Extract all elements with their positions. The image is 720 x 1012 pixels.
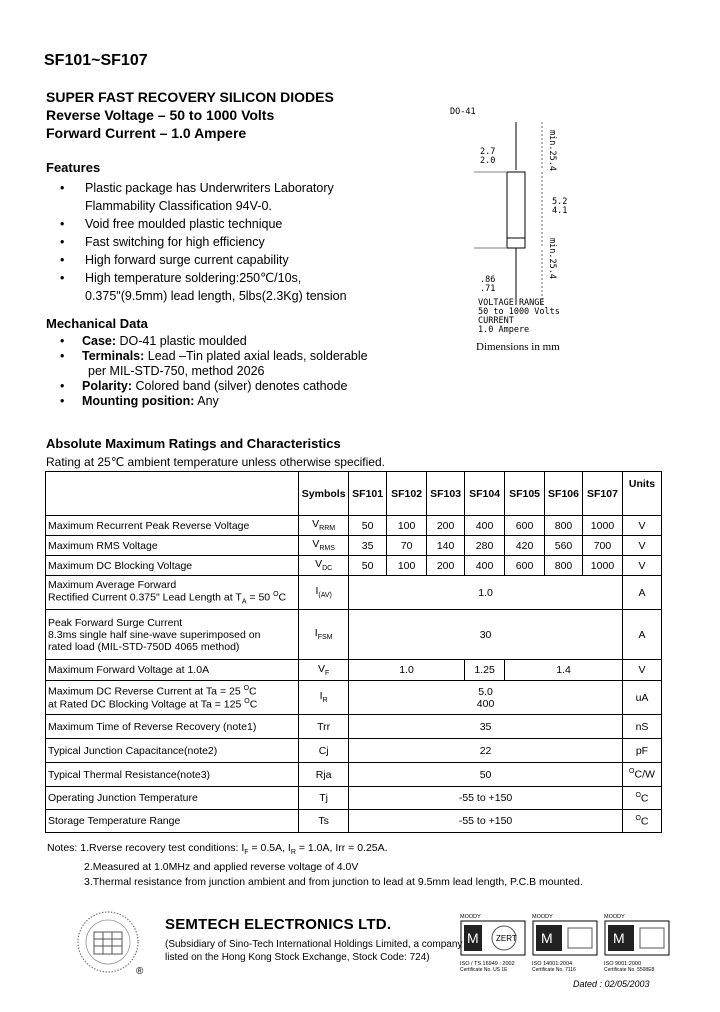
- units-note: Dimensions in mm: [476, 341, 560, 353]
- headline-voltage: Reverse Voltage – 50 to 1000 Volts: [46, 107, 275, 123]
- header-part: SF101: [349, 472, 387, 516]
- header-param: [46, 472, 299, 516]
- note-2: 2.Measured at 1.0MHz and applied reverse voltage of 4.0V: [84, 861, 359, 874]
- header-part: SF106: [545, 472, 583, 516]
- cert-badge-icon: [532, 920, 598, 956]
- table-row: Maximum Average Forward Rectified Current 0.375" Lead Length at $T_A = 50$ $^O$C $I_{(AV)}$ 1.0 A: [46, 576, 662, 610]
- mechanical-title: Mechanical Data: [46, 316, 148, 331]
- company-name: SEMTECH ELECTRONICS LTD.: [165, 916, 392, 933]
- doc-title: SF101~SF107: [44, 52, 148, 69]
- dia-max: 2.7: [480, 147, 496, 157]
- voltage-range-value: 50 to 1000 Volts: [478, 307, 560, 317]
- svg-text:M: M: [541, 930, 553, 946]
- list-item: • Fast switching for high efficiency: [60, 235, 265, 249]
- table-row: Storage Temperature Range Ts -55 to +150 $^O$C: [46, 810, 662, 833]
- table-row: Maximum Recurrent Peak Reverse Voltage $V_{RRM}$ 50 100 200 400 600 800 1000 V: [46, 516, 662, 536]
- mechanical-list: [60, 334, 368, 409]
- body-min: 4.1: [552, 206, 568, 216]
- svg-text:M: M: [613, 930, 625, 946]
- company-logo-icon: [74, 908, 154, 980]
- cert-iso-14001: MOODY M ISO 14001:2004 Certificate No. 7116: [532, 914, 598, 973]
- features-list: [60, 179, 347, 305]
- header-part: SF102: [387, 472, 427, 516]
- list-item: • Case: DO-41 plastic moulded: [60, 334, 247, 348]
- ratings-subtitle: Rating at 25℃ ambient temperature unless otherwise specified.: [46, 455, 385, 469]
- list-item: • Mounting position: Any: [60, 394, 219, 408]
- package-drawing: [450, 100, 630, 360]
- cathode-band: [507, 238, 525, 248]
- features-title: Features: [46, 160, 101, 175]
- table-row: Maximum DC Blocking Voltage $V_{DC}$ 50 100 200 400 600 800 1000 V: [46, 556, 662, 576]
- note-1: Notes: 1.Rverse recovery test conditions: $I_F = 0.5A$, $I_R = 1.0A$, Irr = 0.25A.: [47, 842, 388, 857]
- package-label: DO-41: [450, 107, 476, 117]
- note-3: 3.Thermal resistance from junction ambient and from junction to lead at 9.5mm lead length, P.C.B mounted.: [84, 876, 583, 889]
- body-max: 5.2: [552, 197, 568, 207]
- table-row: Maximum RMS Voltage $V_{RMS}$ 35 70 140 280 420 560 700 V: [46, 536, 662, 556]
- headline-current: Forward Current – 1.0 Ampere: [46, 125, 247, 141]
- header-units: Units: [622, 472, 661, 516]
- header-symbols: Symbols: [299, 472, 349, 516]
- table-row: Typical Thermal Resistance(note3) Rja 50 $^O$C/W: [46, 763, 662, 787]
- wire-min: .71: [480, 284, 496, 294]
- table-row: Maximum DC Reverse Current at Ta = 25 $^O$C at Rated DC Blocking Voltage at Ta = 125 $^O$C $I_R$ 5.0 400 uA: [46, 681, 662, 715]
- list-item: • Void free moulded plastic technique: [60, 217, 283, 231]
- notes: [47, 841, 583, 890]
- header-part: SF104: [465, 472, 505, 516]
- list-item-continued: 0.375"(9.5mm) lead length, 5lbs(2.3Kg) tension: [85, 289, 347, 303]
- wire-max: .86: [480, 275, 496, 285]
- current-label: CURRENT: [478, 316, 514, 326]
- table-row: Peak Forward Surge Current 8.3ms single half sine-wave superimposed on rated load (MIL-STD-750D 4065 method) $I_{FSM}$ 30 A: [46, 610, 662, 660]
- cert-iso-9001: MOODY M ISO 9001:2000 Certificate No. 5508E8: [604, 914, 670, 973]
- diode-body: [507, 172, 525, 248]
- list-item: • Terminals: Lead –Tin plated axial leads, solderable: [60, 349, 368, 363]
- company-subsidiary: (Subsidiary of Sino-Tech International Holdings Limited, a company listed on the Hong Kong Stock Exchange, Stock Code: 724): [165, 939, 463, 963]
- registered-mark: ®: [136, 966, 144, 977]
- lead-bottom-dim: min.25.4: [547, 238, 557, 279]
- cert-iso-ts: MOODY M ZERT ISO / TS 16949 : 2002 Certificate No. US 1E: [460, 914, 526, 973]
- header-part: SF107: [583, 472, 623, 516]
- svg-text:ZERT: ZERT: [496, 934, 517, 943]
- table-row: Maximum Time of Reverse Recovery (note1) Trr 35 nS: [46, 715, 662, 739]
- dated: Dated : 02/05/2003: [573, 979, 650, 989]
- header-part: SF105: [505, 472, 545, 516]
- list-item: • Plastic package has Underwriters Laboratory: [60, 181, 334, 195]
- ratings-title: Absolute Maximum Ratings and Characteristics: [46, 436, 341, 451]
- list-item: • Polarity: Colored band (silver) denotes cathode: [60, 379, 348, 393]
- table-row: Operating Junction Temperature Tj -55 to +150 $^O$C: [46, 787, 662, 810]
- list-item-continued: Flammability Classification 94V-0.: [85, 199, 272, 213]
- ratings-table: [45, 471, 662, 833]
- voltage-range-label: VOLTAGE RANGE: [478, 298, 545, 308]
- headline-type: SUPER FAST RECOVERY SILICON DIODES: [46, 89, 334, 105]
- cert-badge-icon: [604, 920, 670, 956]
- certification-logos: [460, 914, 675, 974]
- table-row: Typical Junction Capacitance(note2) Cj 22 pF: [46, 739, 662, 763]
- headline: [46, 88, 334, 142]
- list-item-continued: per MIL-STD-750, method 2026: [88, 364, 265, 378]
- svg-text:M: M: [467, 930, 479, 946]
- dia-min: 2.0: [480, 156, 496, 166]
- current-value: 1.0 Ampere: [478, 325, 530, 335]
- table-header: [46, 472, 662, 516]
- header-part: SF103: [427, 472, 465, 516]
- list-item: • High forward surge current capability: [60, 253, 289, 267]
- list-item: • High temperature soldering:250℃/10s,: [60, 271, 302, 285]
- cert-badge-icon: [460, 920, 526, 956]
- lead-top-dim: min.25.4: [547, 130, 557, 171]
- table-row: Maximum Forward Voltage at 1.0A $V_F$ 1.0 1.25 1.4 V: [46, 660, 662, 681]
